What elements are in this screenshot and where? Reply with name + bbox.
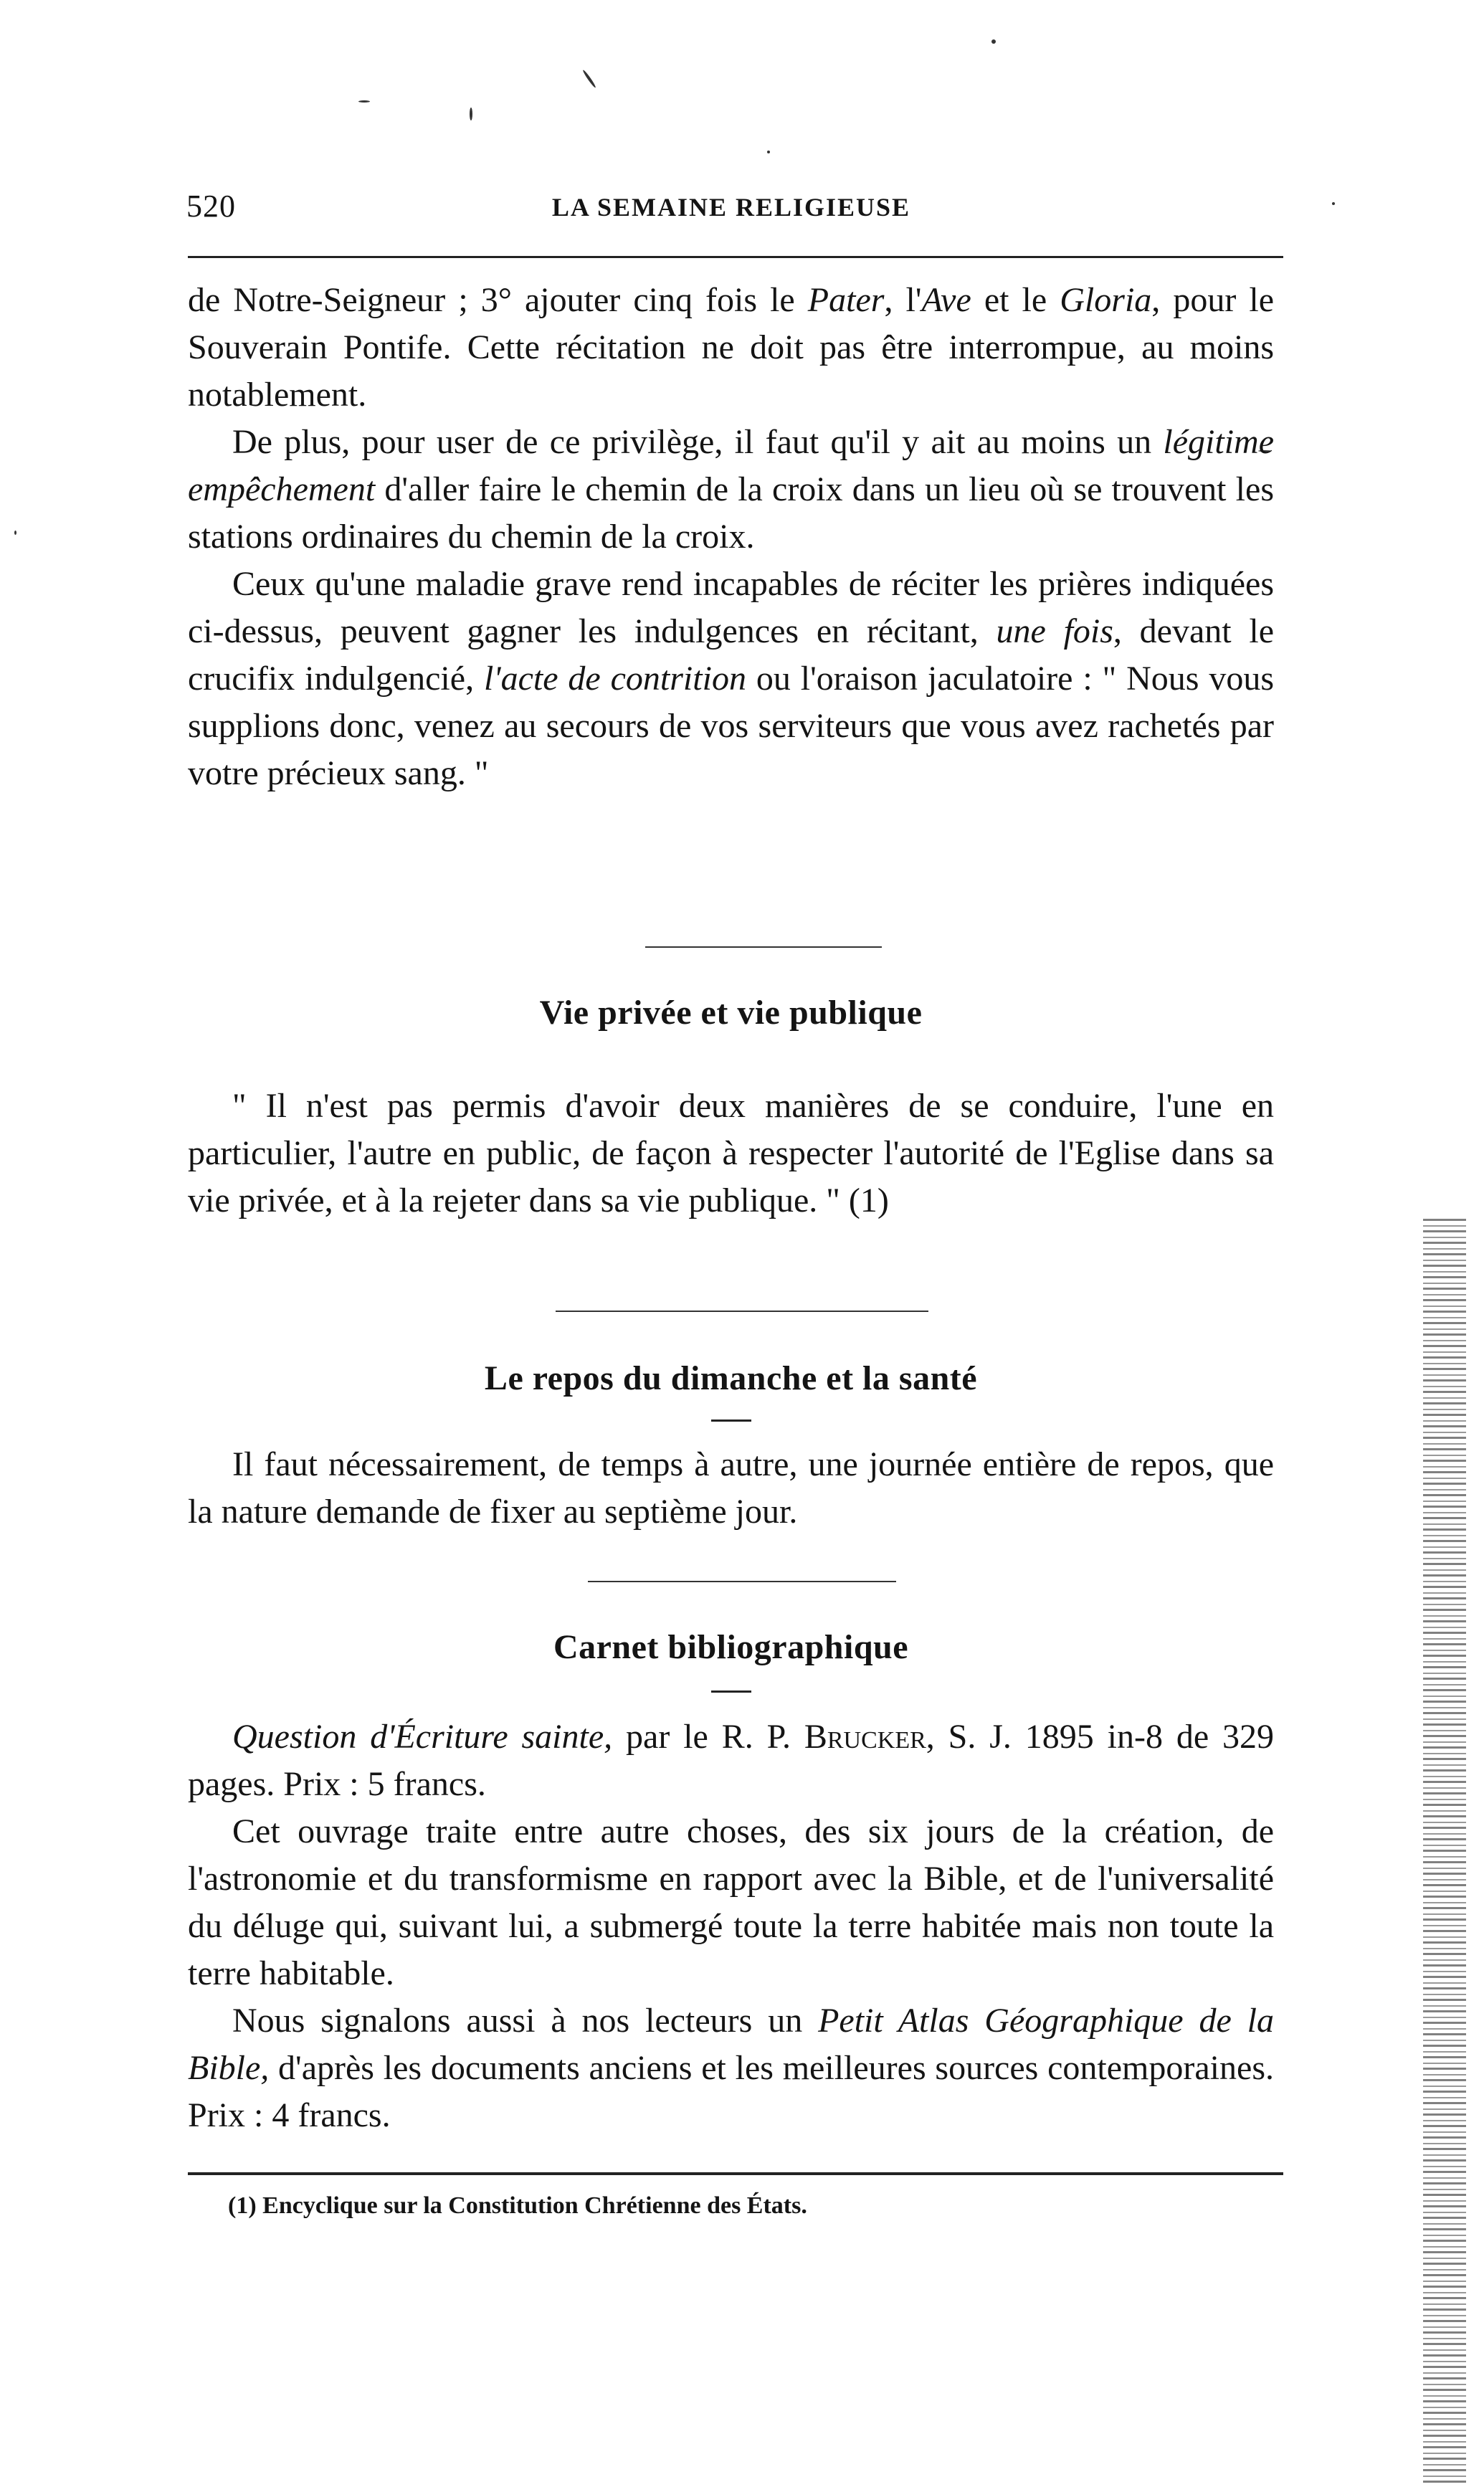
- page-edge-scan-artifact: [1423, 1219, 1466, 2487]
- section-carnet-text: [188, 1713, 1274, 2139]
- running-head: LA SEMAINE RELIGIEUSE: [551, 193, 911, 222]
- paragraph-petit-atlas: Nous signalons aussi à nos lecteurs un Petit Atlas Géographique de la Bible, d'après les documents anciens et les meilleures sources contemporaines. Prix : 4 francs.: [188, 2002, 1274, 2134]
- heading-carnet-bibliographique: Carnet bibliographique: [553, 1628, 909, 1666]
- paragraph-repos: Il faut nécessairement, de temps à autre, une journée entière de repos, que la nature demande de fixer au septième jour.: [188, 1445, 1274, 1531]
- heading-dash: [711, 1691, 751, 1693]
- paragraph-ouvrage: Cet ouvrage traite entre autre choses, des six jours de la création, de l'astronomie et du transformisme en rapport avec la Bible, et de l'universalité du déluge qui, suivant lui, a submergé toute la terre habitée mais non toute la terre habitable.: [188, 1812, 1274, 1992]
- section-vie-text: [188, 1083, 1274, 1225]
- header-rule: [188, 256, 1283, 258]
- intro-text: [188, 277, 1274, 797]
- section-separator: [588, 1581, 896, 1582]
- paragraph-vie-privee: " Il n'est pas permis d'avoir deux manières de se conduire, l'une en particulier, l'autre en public, de façon à respecter l'autorité de l'Eglise dans sa vie privée, et à la rejeter dans sa vie publique. " (1): [188, 1087, 1274, 1219]
- paragraph-question-ecriture: Question d'Écriture sainte, par le R. P. Brucker, S. J. 1895 in-8 de 329 pages. Prix : 5 francs.: [188, 1718, 1275, 1803]
- page-header: [186, 188, 1276, 238]
- page-number: 520: [186, 189, 236, 224]
- paragraph-notre-seigneur: de Notre-Seigneur ; 3° ajouter cinq fois le Pater, l'Ave et le Gloria, pour le Souverain Pontife. Cette récitation ne doit pas être interrompue, au moins notablement.: [188, 281, 1275, 414]
- paragraph-privilege: De plus, pour user de ce privilège, il faut qu'il y ait au moins un légitime empêchement d'aller faire le chemin de la croix dans un lieu où se trouvent les stations ordinaires du chemin de la croix.: [188, 423, 1274, 556]
- section-separator: [645, 946, 882, 948]
- section-separator: [556, 1311, 928, 1312]
- heading-dash: [711, 1420, 751, 1422]
- footnote: (1) Encyclique sur la Constitution Chrétienne des États.: [228, 2192, 807, 2219]
- section-repos-text: [188, 1441, 1274, 1536]
- paragraph-maladie: Ceux qu'une maladie grave rend incapables de réciter les prières indiquées ci-dessus, peuvent gagner les indulgences en récitant, une fois, devant le crucifix indulgencié, l'acte de contrition ou l'oraison jaculatoire : " Nous vous supplions donc, venez au secours de vos serviteurs que vous avez rachetés par votre précieux sang. ": [188, 565, 1275, 792]
- heading-repos-dimanche: Le repos du dimanche et la santé: [484, 1359, 978, 1397]
- footnote-rule: [188, 2172, 1283, 2175]
- heading-vie-privee: Vie privée et vie publique: [539, 994, 923, 1032]
